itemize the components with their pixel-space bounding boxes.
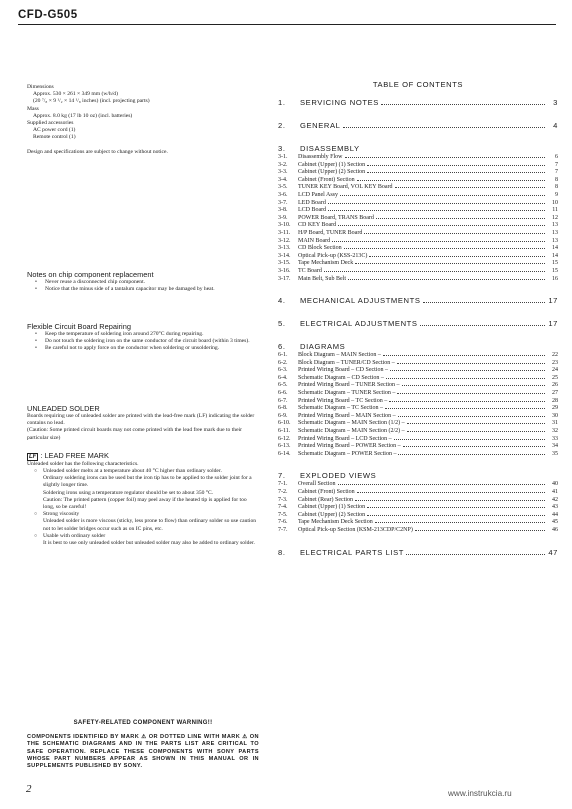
toc-title-text: DIAGRAMS xyxy=(300,342,346,352)
toc-leader xyxy=(344,248,545,249)
toc-entry[interactable] xyxy=(278,436,558,444)
toc-page: 42 xyxy=(552,496,558,503)
toc-leader xyxy=(355,500,545,501)
toc-page: 24 xyxy=(552,367,558,374)
toc-leader xyxy=(367,515,545,516)
site-watermark[interactable]: www.instrukcia.ru xyxy=(448,789,512,798)
flex-board-section xyxy=(27,322,259,353)
toc-num: 3-6. xyxy=(278,191,288,198)
toc-num: 6-1. xyxy=(278,352,288,359)
characteristic-viscosity-detail: Unleaded solder is more viscous (sticky, less prone to flow) than ordinary solder so use caution not to let solder bridges occur such as on IC pins, etc. xyxy=(43,518,257,532)
toc-leader xyxy=(407,431,545,432)
toc-num: 7-1. xyxy=(278,481,288,488)
toc-num: 3-14. xyxy=(278,252,291,259)
toc-title-text: MAIN Board xyxy=(298,237,331,244)
toc-title-text: Cabinet (Rear) Section xyxy=(298,496,353,503)
toc-page: 4 xyxy=(553,121,558,130)
toc-page: 40 xyxy=(552,481,558,488)
toc-entry[interactable] xyxy=(278,451,558,459)
toc-page: 13 xyxy=(552,222,558,229)
toc-entry[interactable] xyxy=(278,367,558,375)
toc-title-text: Cabinet (Front) Section xyxy=(298,176,355,183)
accessories-label: Supplied accessories xyxy=(27,120,74,127)
toc-leader xyxy=(383,355,545,356)
toc-leader xyxy=(324,271,545,272)
characteristic-melting: ○ Unleaded solder melts at a temperature about 40 °C higher than ordinary solder. xyxy=(27,468,259,475)
toc-num: 7-7. xyxy=(278,526,288,533)
toc-page: 16 xyxy=(552,275,558,282)
toc-page: 31 xyxy=(552,420,558,427)
toc-num: 3-15. xyxy=(278,260,291,267)
toc-leader xyxy=(394,439,545,440)
toc-leader xyxy=(398,416,545,417)
toc-num: 6-3. xyxy=(278,367,288,374)
toc-leader xyxy=(367,165,545,166)
toc-title-text: LED Board xyxy=(298,199,326,206)
toc-entry[interactable] xyxy=(278,489,558,497)
toc-num: 3-8. xyxy=(278,207,288,214)
toc-title-text: Cabinet (Upper) (2) Section xyxy=(298,511,366,518)
toc-num: 6-8. xyxy=(278,405,288,412)
toc-leader xyxy=(376,218,545,219)
toc-entry[interactable] xyxy=(278,519,558,527)
toc-entry[interactable] xyxy=(278,428,558,436)
toc-entry[interactable] xyxy=(278,260,558,268)
toc-num: 5. xyxy=(278,319,286,329)
toc-page: 15 xyxy=(552,267,558,274)
toc-section-5[interactable] xyxy=(278,319,558,329)
toc-leader xyxy=(397,393,545,394)
toc-entry[interactable] xyxy=(278,504,558,512)
toc-num: 3-4. xyxy=(278,176,288,183)
dimensions-inches: (20 ⁷/₈ × 9 ¹/₂ × 14 ¹/₈ inches) (incl. projecting parts) xyxy=(33,98,150,105)
toc-num: 7-5. xyxy=(278,511,288,518)
toc-num: 6-11. xyxy=(278,428,291,435)
toc-entry[interactable] xyxy=(278,382,558,390)
toc-section-4[interactable] xyxy=(278,296,558,306)
toc-title-text: Overall Section xyxy=(298,481,336,488)
toc-entry[interactable] xyxy=(278,184,558,192)
flex-note-2: • Do not touch the soldering iron on the same conductor of the circuit board (within 3 times). xyxy=(27,338,259,345)
flex-note-3: • Be careful not to apply force on the conductor when soldering or unsoldering. xyxy=(27,345,259,352)
toc-num: 6-7. xyxy=(278,397,288,404)
toc-title-text: DISASSEMBLY xyxy=(300,144,360,153)
toc-num: 3-9. xyxy=(278,214,288,221)
toc-page: 46 xyxy=(552,526,558,533)
toc-leader xyxy=(397,363,545,364)
toc-leader xyxy=(364,233,545,234)
toc-section-2[interactable] xyxy=(278,121,558,131)
toc-page: 29 xyxy=(552,405,558,412)
toc-title-text: Optical Pick-up Section (KSM-213CDP/C2NP) xyxy=(298,526,413,533)
flex-note-1: • Keep the temperature of soldering iron around 270°C during repairing. xyxy=(27,331,259,338)
toc-num: 6. xyxy=(278,342,286,352)
toc-page: 3 xyxy=(553,98,558,107)
toc-leader xyxy=(385,408,545,409)
toc-title-text: MECHANICAL ADJUSTMENTS xyxy=(300,296,421,306)
dimensions-label: Dimensions xyxy=(27,84,54,90)
toc-page: 28 xyxy=(552,397,558,404)
toc-title-text: Cabinet (Upper) (2) Section xyxy=(298,169,366,176)
toc-page: 8 xyxy=(555,184,558,191)
toc-leader xyxy=(389,401,545,402)
toc-title-text: LCD Panel Assy xyxy=(298,191,339,198)
toc-num: 3-16. xyxy=(278,267,291,274)
toc-section-3[interactable] xyxy=(278,144,558,154)
safety-warning xyxy=(27,720,259,770)
toc-title-text: Printed Wiring Board – MAIN Section – xyxy=(298,412,396,419)
toc-num: 1. xyxy=(278,98,286,107)
characteristic-viscosity: ○ Strong viscosity xyxy=(27,511,259,518)
toc-leader xyxy=(332,241,545,242)
toc-page: 6 xyxy=(555,154,558,160)
toc-title-text: ELECTRICAL ADJUSTMENTS xyxy=(300,319,418,329)
toc-entry[interactable] xyxy=(278,398,558,406)
toc-leader xyxy=(367,507,545,508)
toc-entry[interactable] xyxy=(278,420,558,428)
toc-title-text: Cabinet (Upper) (1) Section xyxy=(298,504,366,511)
toc-leader xyxy=(386,378,545,379)
toc-title-text: Tape Mechanism Deck Section xyxy=(298,519,373,526)
toc-entry[interactable] xyxy=(278,253,558,261)
toc-leader xyxy=(345,157,545,158)
toc-title-text: Printed Wiring Board – TC Section – xyxy=(298,397,388,404)
toc-entry[interactable] xyxy=(278,169,558,177)
characteristic-melting-iron: Ordinary soldering irons can be used but the iron tip has to be applied to the solder joint for a slightly longer time. xyxy=(43,475,252,489)
toc-title-text: TC Board xyxy=(298,267,322,274)
toc-num: 6-2. xyxy=(278,359,288,366)
toc-num: 7-2. xyxy=(278,489,288,495)
toc-page: 9 xyxy=(555,191,558,198)
toc-title-text: ELECTRICAL PARTS LIST xyxy=(300,547,405,557)
safety-warning-body: COMPONENTS IDENTIFIED BY MARK ⚠ OR DOTTED LINE WITH MARK ⚠ ON THE SCHEMATIC DIAGRAMS AND IN THE PARTS LIST ARE CRITICAL TO SAFE OPERATION. REPLACE THESE COMPONENTS WITH SONY PARTS WHOSE PART NUMBERS APPEAR AS SHOWN IN THIS MANUAL OR IN SUPPLEMENTS PUBLISHED BY SONY. xyxy=(27,734,259,770)
toc-title-text: EXPLODED VIEWS xyxy=(300,471,377,481)
toc-entry[interactable] xyxy=(278,352,558,360)
toc-entry[interactable] xyxy=(278,268,558,276)
toc-title-text: Block Diagram – TUNER/CD Section – xyxy=(298,359,395,366)
toc-entry[interactable] xyxy=(278,360,558,368)
toc-leader xyxy=(328,203,545,204)
toc-num: 6-10. xyxy=(278,420,291,427)
toc-section-8[interactable] xyxy=(278,548,558,558)
toc-num: 3-1. xyxy=(278,154,288,160)
toc-section-1[interactable] xyxy=(278,98,558,108)
toc-page: 30 xyxy=(552,412,558,419)
toc-leader xyxy=(355,263,545,264)
toc-page: 12 xyxy=(552,214,558,221)
toc-page: 11 xyxy=(552,207,558,214)
toc-exploded-list xyxy=(278,481,558,534)
toc-num: 8. xyxy=(278,547,286,557)
toc-leader xyxy=(357,180,545,181)
characteristic-usable-detail: It is best to use only unleaded solder but unleaded solder may also be added to ordinary solder. xyxy=(43,540,255,547)
toc-section-7[interactable] xyxy=(278,471,558,481)
toc-page: 23 xyxy=(552,359,558,366)
toc-num: 6-9. xyxy=(278,412,288,419)
toc-num: 3-5. xyxy=(278,184,288,191)
toc-title-text: GENERAL xyxy=(300,121,341,130)
toc-title-text: Printed Wiring Board – TUNER Section – xyxy=(298,382,400,389)
toc-leader xyxy=(375,522,545,523)
toc-num: 3-11. xyxy=(278,229,291,236)
unleaded-characteristics-intro: Unleaded solder has the following characteristics. xyxy=(27,460,139,467)
toc-entry[interactable] xyxy=(278,215,558,223)
toc-title-text: Schematic Diagram – MAIN Section (1/2) – xyxy=(298,420,405,427)
toc-page: 13 xyxy=(552,229,558,236)
toc-page: 27 xyxy=(552,390,558,397)
toc-leader xyxy=(403,446,545,447)
toc-title-text: Schematic Diagram – MAIN Section (2/2) – xyxy=(298,428,405,435)
toc-title-text: Disassembly Flow xyxy=(298,154,343,160)
toc-page: 13 xyxy=(552,237,558,244)
toc-leader xyxy=(348,279,545,280)
toc-page: 15 xyxy=(552,260,558,267)
header-rule xyxy=(18,24,556,25)
toc-entry[interactable] xyxy=(278,390,558,398)
toc-page: 14 xyxy=(552,252,558,259)
toc-leader xyxy=(369,256,545,257)
toc-title-text: Schematic Diagram – TUNER Section – xyxy=(298,390,396,397)
toc-num: 6-5. xyxy=(278,382,288,389)
toc-num: 3-7. xyxy=(278,199,288,206)
toc-title-text: LCD Board xyxy=(298,207,327,214)
toc-title-text: Cabinet (Upper) (1) Section xyxy=(298,161,366,168)
toc-leader xyxy=(395,187,545,188)
toc-entry[interactable] xyxy=(278,375,558,383)
toc-leader xyxy=(420,325,545,326)
toc-num: 7-3. xyxy=(278,496,288,503)
toc-page: 41 xyxy=(552,489,558,495)
toc-leader xyxy=(338,225,545,226)
toc-num: 3-12. xyxy=(278,237,291,244)
toc-num: 4. xyxy=(278,296,286,306)
accessory-ac-cord: AC power cord (1) xyxy=(33,127,76,134)
lead-free-mark-row xyxy=(27,451,259,461)
toc-page: 45 xyxy=(552,519,558,526)
toc-title-text: Schematic Diagram – CD Section – xyxy=(298,374,384,381)
toc-leader xyxy=(398,454,545,455)
toc-num: 6-12. xyxy=(278,435,291,442)
toc-num: 3-3. xyxy=(278,169,288,176)
toc-num: 3-10. xyxy=(278,222,291,229)
toc-num: 7-4. xyxy=(278,504,288,511)
toc-diagrams-list xyxy=(278,352,558,458)
toc-title-text: Tape Mechanism Deck xyxy=(298,260,354,267)
toc-page: 35 xyxy=(552,450,558,457)
toc-page: 7 xyxy=(555,169,558,176)
toc-leader xyxy=(367,172,545,173)
toc-title-text: Printed Wiring Board – LCD Section – xyxy=(298,435,392,442)
toc-page: 25 xyxy=(552,374,558,381)
toc-num: 6-4. xyxy=(278,374,288,381)
toc-entry[interactable] xyxy=(278,481,558,489)
toc-num: 3. xyxy=(278,144,286,153)
toc-leader xyxy=(340,195,545,196)
toc-entry[interactable] xyxy=(278,527,558,535)
toc-page: 7 xyxy=(555,161,558,168)
mass-label: Mass xyxy=(27,105,39,112)
mass-value: Approx. 8.0 kg (17 lb 10 oz) (incl. batteries) xyxy=(33,112,133,119)
toc-num: 6-6. xyxy=(278,390,288,397)
chip-notes-title: Notes on chip component replacement xyxy=(27,270,154,279)
toc-title-text: Schematic Diagram – POWER Section – xyxy=(298,450,397,457)
toc-page: 26 xyxy=(552,382,558,389)
toc-page: 8 xyxy=(555,176,558,183)
toc-leader xyxy=(343,127,546,128)
toc-section-6[interactable] xyxy=(278,342,558,352)
toc-entry[interactable] xyxy=(278,245,558,253)
dimensions-value: Approx. 530 × 261 × 349 mm (w/h/d) xyxy=(33,91,118,98)
toc-page: 33 xyxy=(552,435,558,442)
toc-title-text: CD Block Section xyxy=(298,245,342,252)
toc-leader xyxy=(423,302,545,303)
toc-num: 3-2. xyxy=(278,161,288,168)
toc-title-text: Printed Wiring Board – CD Section – xyxy=(298,367,388,374)
toc-leader xyxy=(406,554,545,555)
unleaded-intro: Boards requiring use of unleaded solder are printed with the lead-free mark (LF) indicating the solder contains no lead. xyxy=(27,413,255,427)
characteristic-melting-caution: Caution: The printed pattern (copper foil) may peel away if the heated tip is applied for too long, so be careful! xyxy=(43,496,247,511)
toc-title-text: Printed Wiring Board – POWER Section – xyxy=(298,443,401,450)
toc-entry[interactable] xyxy=(278,192,558,200)
accessory-remote: Remote control (1) xyxy=(33,134,76,141)
toc-title-text: Optical Pick-up (KSS-213C) xyxy=(298,252,368,259)
toc-title-text: Schematic Diagram – TC Section – xyxy=(298,405,384,412)
toc-num: 6-14. xyxy=(278,450,291,457)
toc-title-text: H/P Board, TUNER Board xyxy=(298,229,363,236)
toc-title-text: Block Diagram – MAIN Section – xyxy=(298,352,381,359)
toc-num: 6-13. xyxy=(278,443,291,450)
toc-leader xyxy=(402,385,545,386)
unleaded-title: UNLEADED SOLDER xyxy=(27,404,100,413)
toc-title-text: Main Belt, Sub Belt xyxy=(298,275,346,282)
toc-leader xyxy=(407,423,545,424)
specifications-block xyxy=(27,84,259,156)
toc-entry[interactable] xyxy=(278,177,558,185)
toc-page: 44 xyxy=(552,511,558,518)
toc-leader xyxy=(390,370,545,371)
chip-note-1: • Never reuse a disconnected chip component. xyxy=(27,279,259,286)
safety-warning-title: SAFETY-RELATED COMPONENT WARNING!! xyxy=(73,720,213,726)
toc-page: 22 xyxy=(552,352,558,359)
toc-page: 14 xyxy=(552,245,558,252)
toc-entry[interactable] xyxy=(278,230,558,238)
toc-num: 2. xyxy=(278,121,286,130)
toc-entry[interactable] xyxy=(278,238,558,246)
toc-page: 43 xyxy=(552,504,558,511)
toc-num: 7. xyxy=(278,471,286,481)
characteristic-usable: ○ Usable with ordinary solder xyxy=(27,533,259,540)
spec-change-note: Design and specifications are subject to change without notice. xyxy=(27,148,168,155)
toc-page: 47 xyxy=(548,547,558,557)
page-number: 2 xyxy=(26,783,32,795)
toc-num: 7-6. xyxy=(278,519,288,526)
toc-disassembly-list xyxy=(278,154,558,283)
characteristic-melting-regulator: Soldering irons using a temperature regulator should be set to about 350 °C. xyxy=(43,489,214,496)
toc-title-text: Cabinet (Front) Section xyxy=(298,489,355,495)
toc-page: 32 xyxy=(552,428,558,435)
unleaded-solder-section xyxy=(27,404,259,547)
unleaded-caution: (Caution: Some printed circuit boards may not come printed with the lead free mark due to their particular size) xyxy=(27,427,242,441)
toc-title-text: SERVICING NOTES xyxy=(300,98,379,107)
toc-title-text: POWER Board, TRANS Board xyxy=(298,214,374,221)
toc-entry[interactable] xyxy=(278,443,558,451)
toc-num: 3-13. xyxy=(278,245,291,252)
lead-free-logo-icon: LF xyxy=(29,453,37,460)
toc-entry[interactable] xyxy=(278,207,558,215)
flex-board-title: Flexible Circuit Board Repairing xyxy=(27,322,131,331)
toc-leader xyxy=(381,104,545,105)
toc-entry[interactable] xyxy=(278,405,558,413)
toc-page: 10 xyxy=(552,199,558,206)
toc-page: 34 xyxy=(552,443,558,450)
toc-entry[interactable] xyxy=(278,276,558,284)
toc-entry[interactable] xyxy=(278,154,558,162)
toc-entry[interactable] xyxy=(278,512,558,520)
toc-leader xyxy=(328,210,545,211)
toc-title-text: TUNER KEY Board, VOL KEY Board xyxy=(298,184,393,191)
toc-num: 3-17. xyxy=(278,275,291,282)
toc-entry[interactable] xyxy=(278,200,558,208)
toc-entry[interactable] xyxy=(278,222,558,230)
toc-leader xyxy=(415,530,545,531)
toc-title-text: CD KEY Board xyxy=(298,222,337,229)
toc-title: TABLE OF CONTENTS xyxy=(372,80,464,89)
toc-leader xyxy=(338,484,546,485)
table-of-contents xyxy=(278,80,558,558)
lead-free-mark-label: : LEAD FREE MARK xyxy=(40,450,109,460)
toc-leader xyxy=(357,492,545,493)
model-number: CFD-G505 xyxy=(18,9,78,21)
toc-page: 17 xyxy=(548,319,558,329)
chip-note-2: • Notice that the minus side of a tantalum capacitor may be damaged by heat. xyxy=(27,286,259,293)
toc-page: 17 xyxy=(548,296,558,306)
chip-notes-section xyxy=(27,270,259,293)
